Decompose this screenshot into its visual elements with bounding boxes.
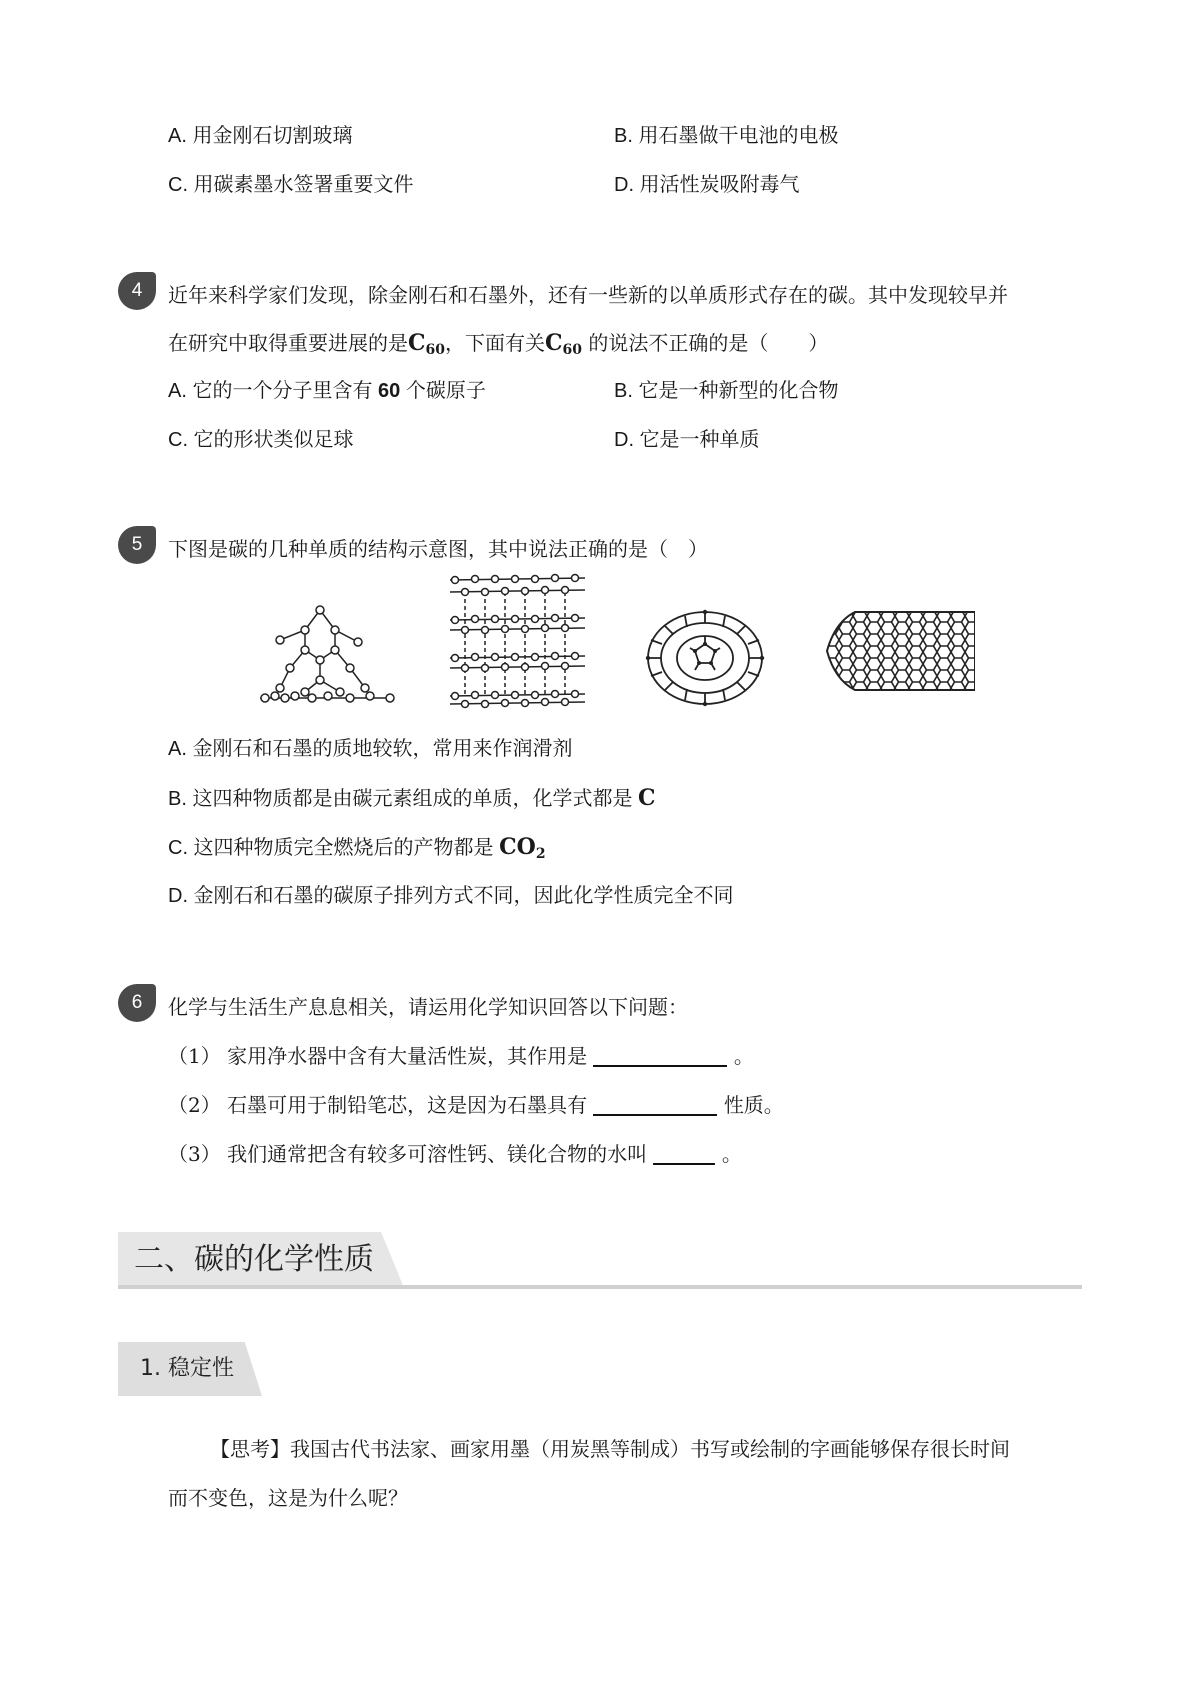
question-number-badge: 4 — [118, 272, 156, 310]
c60-formula: $C_{60}$ — [545, 330, 582, 358]
q6-stem: 化学与生活生产息息相关，请运用化学知识回答以下问题： — [168, 995, 688, 1019]
think-paragraph-line2: 而不变色，这是为什么呢？ — [168, 1486, 408, 1510]
co2-formula: $CO_2$ — [499, 834, 546, 862]
q3-option-a: A. 用金刚石切割玻璃 — [168, 125, 353, 147]
question-number-badge: 6 — [118, 984, 156, 1022]
q4-option-b: B. 它是一种新型的化合物 — [614, 380, 839, 402]
q5-stem: 下图是碳的几种单质的结构示意图，其中说法正确的是（ ） — [168, 537, 708, 561]
c60-fullerene-figure — [645, 608, 765, 708]
question-number-badge: 5 — [118, 526, 156, 564]
section-header — [118, 1232, 1082, 1288]
q4-option-d: D. 它是一种单质 — [614, 429, 760, 451]
q4-option-c: C. 它的形状类似足球 — [168, 429, 354, 451]
q3-option-c: C. 用碳素墨水签署重要文件 — [168, 174, 414, 196]
q4-stem-post: 的说法不正确的是（ ） — [588, 331, 829, 355]
q5-option-a: A. 金刚石和石墨的质地较软，常用来作润滑剂 — [168, 738, 573, 760]
carbon-nanotube-figure — [825, 610, 975, 692]
section-title: 二、碳的化学性质 — [134, 1242, 374, 1277]
answer-blank[interactable] — [593, 1045, 727, 1067]
q5-option-b: B. 这四种物质都是由碳元素组成的单质，化学式都是 C — [168, 785, 656, 811]
q4-stem-mid: ，下面有关 — [445, 331, 545, 355]
q6-item-3: （3） 我们通常把含有较多可溶性钙、镁化合物的水叫 。 — [168, 1142, 742, 1166]
think-label: 【思考】 — [210, 1437, 290, 1461]
subsection-title: 1. 稳定性 — [140, 1356, 234, 1381]
graphite-structure-figure — [445, 570, 590, 710]
q4-stem-line1: 近年来科学家们发现，除金刚石和石墨外，还有一些新的以单质形式存在的碳。其中发现较早并 — [168, 283, 1008, 307]
answer-blank[interactable] — [653, 1143, 715, 1165]
q4-stem-line2 — [168, 329, 828, 364]
q6-item-1: （1） 家用净水器中含有大量活性炭，其作用是 。 — [168, 1044, 754, 1068]
answer-blank[interactable] — [593, 1094, 717, 1116]
q6-item-2: （2） 石墨可用于制铅笔芯，这是因为石墨具有 性质。 — [168, 1093, 784, 1117]
q5-option-d: D. 金刚石和石墨的碳原子排列方式不同，因此化学性质完全不同 — [168, 885, 734, 907]
think-paragraph-line1: 【思考】我国古代书法家、画家用墨（用炭黑等制成）书写或绘制的字画能够保存很长时间 — [210, 1437, 1010, 1461]
q3-option-d: D. 用活性炭吸附毒气 — [614, 174, 800, 196]
q3-option-b: B. 用石墨做干电池的电极 — [614, 125, 839, 147]
diamond-structure-figure — [250, 600, 400, 710]
q5-option-c: C. 这四种物质完全燃烧后的产物都是 $CO_2$ — [168, 834, 546, 862]
q4-option-a: A. 它的一个分子里含有 60 个碳原子 — [168, 380, 486, 402]
c60-formula: $C_{60}$ — [408, 330, 445, 358]
q4-stem-pre: 在研究中取得重要进展的是 — [168, 331, 408, 355]
